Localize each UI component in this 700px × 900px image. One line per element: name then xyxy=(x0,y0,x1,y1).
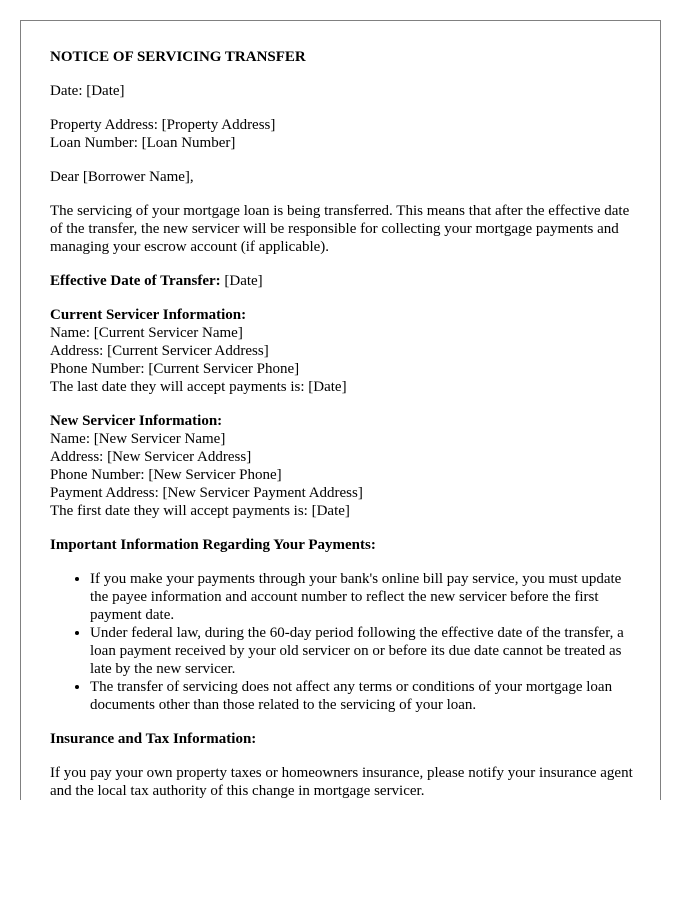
current-servicer-last-date: The last date they will accept payments is: [Date] xyxy=(50,379,347,395)
document-title: NOTICE OF SERVICING TRANSFER xyxy=(50,49,306,65)
new-servicer-block xyxy=(50,412,640,520)
effective-date-line xyxy=(50,272,640,290)
property-address-line: Property Address: [Property Address] xyxy=(50,117,276,133)
new-servicer-first-date: The first date they will accept payments is: [Date] xyxy=(50,503,350,519)
payments-list-item: • If you make your payments through your bank's online bill pay service, you must update the payee information and account number to reflect the new servicer before the first payment date. xyxy=(90,570,640,624)
current-servicer-address: Address: [Current Servicer Address] xyxy=(50,343,269,359)
payments-section-heading: Important Information Regarding Your Payments: xyxy=(50,537,376,553)
current-servicer-name: Name: [Current Servicer Name] xyxy=(50,325,243,341)
new-servicer-heading: New Servicer Information: xyxy=(50,413,223,429)
new-servicer-phone: Phone Number: [New Servicer Phone] xyxy=(50,467,282,483)
new-servicer-payment-address: Payment Address: [New Servicer Payment Address] xyxy=(50,485,363,501)
new-servicer-address: Address: [New Servicer Address] xyxy=(50,449,252,465)
insurance-paragraph: If you pay your own property taxes or homeowners insurance, please notify your insurance agent and the local tax authority of this change in mortgage servicer. xyxy=(50,765,633,799)
current-servicer-heading: Current Servicer Information: xyxy=(50,307,247,323)
document-page xyxy=(20,20,661,800)
payments-list-item: • The transfer of servicing does not affect any terms or conditions of your mortgage loan documents other than those related to the servicing of your loan. xyxy=(90,678,640,714)
loan-number-line: Loan Number: [Loan Number] xyxy=(50,135,236,151)
payments-list-item: • Under federal law, during the 60-day period following the effective date of the transfer, a loan payment received by your old servicer on or before its due date cannot be treated as late by the new servicer. xyxy=(90,624,640,678)
current-servicer-block xyxy=(50,306,640,396)
new-servicer-name: Name: [New Servicer Name] xyxy=(50,431,226,447)
document-body xyxy=(50,48,640,800)
date-line: Date: [Date] xyxy=(50,83,125,99)
effective-date-value: [Date] xyxy=(220,273,263,289)
intro-paragraph: The servicing of your mortgage loan is being transferred. This means that after the effective date of the transfer, the new servicer will be responsible for collecting your mortgage payments and managing your escrow account (if applicable). xyxy=(50,203,630,255)
payments-list xyxy=(50,570,640,714)
loan-reference-block xyxy=(50,116,640,152)
salutation: Dear [Borrower Name], xyxy=(50,169,194,185)
insurance-section-heading: Insurance and Tax Information: xyxy=(50,731,257,747)
effective-date-label: Effective Date of Transfer: xyxy=(50,273,221,289)
current-servicer-phone: Phone Number: [Current Servicer Phone] xyxy=(50,361,300,377)
